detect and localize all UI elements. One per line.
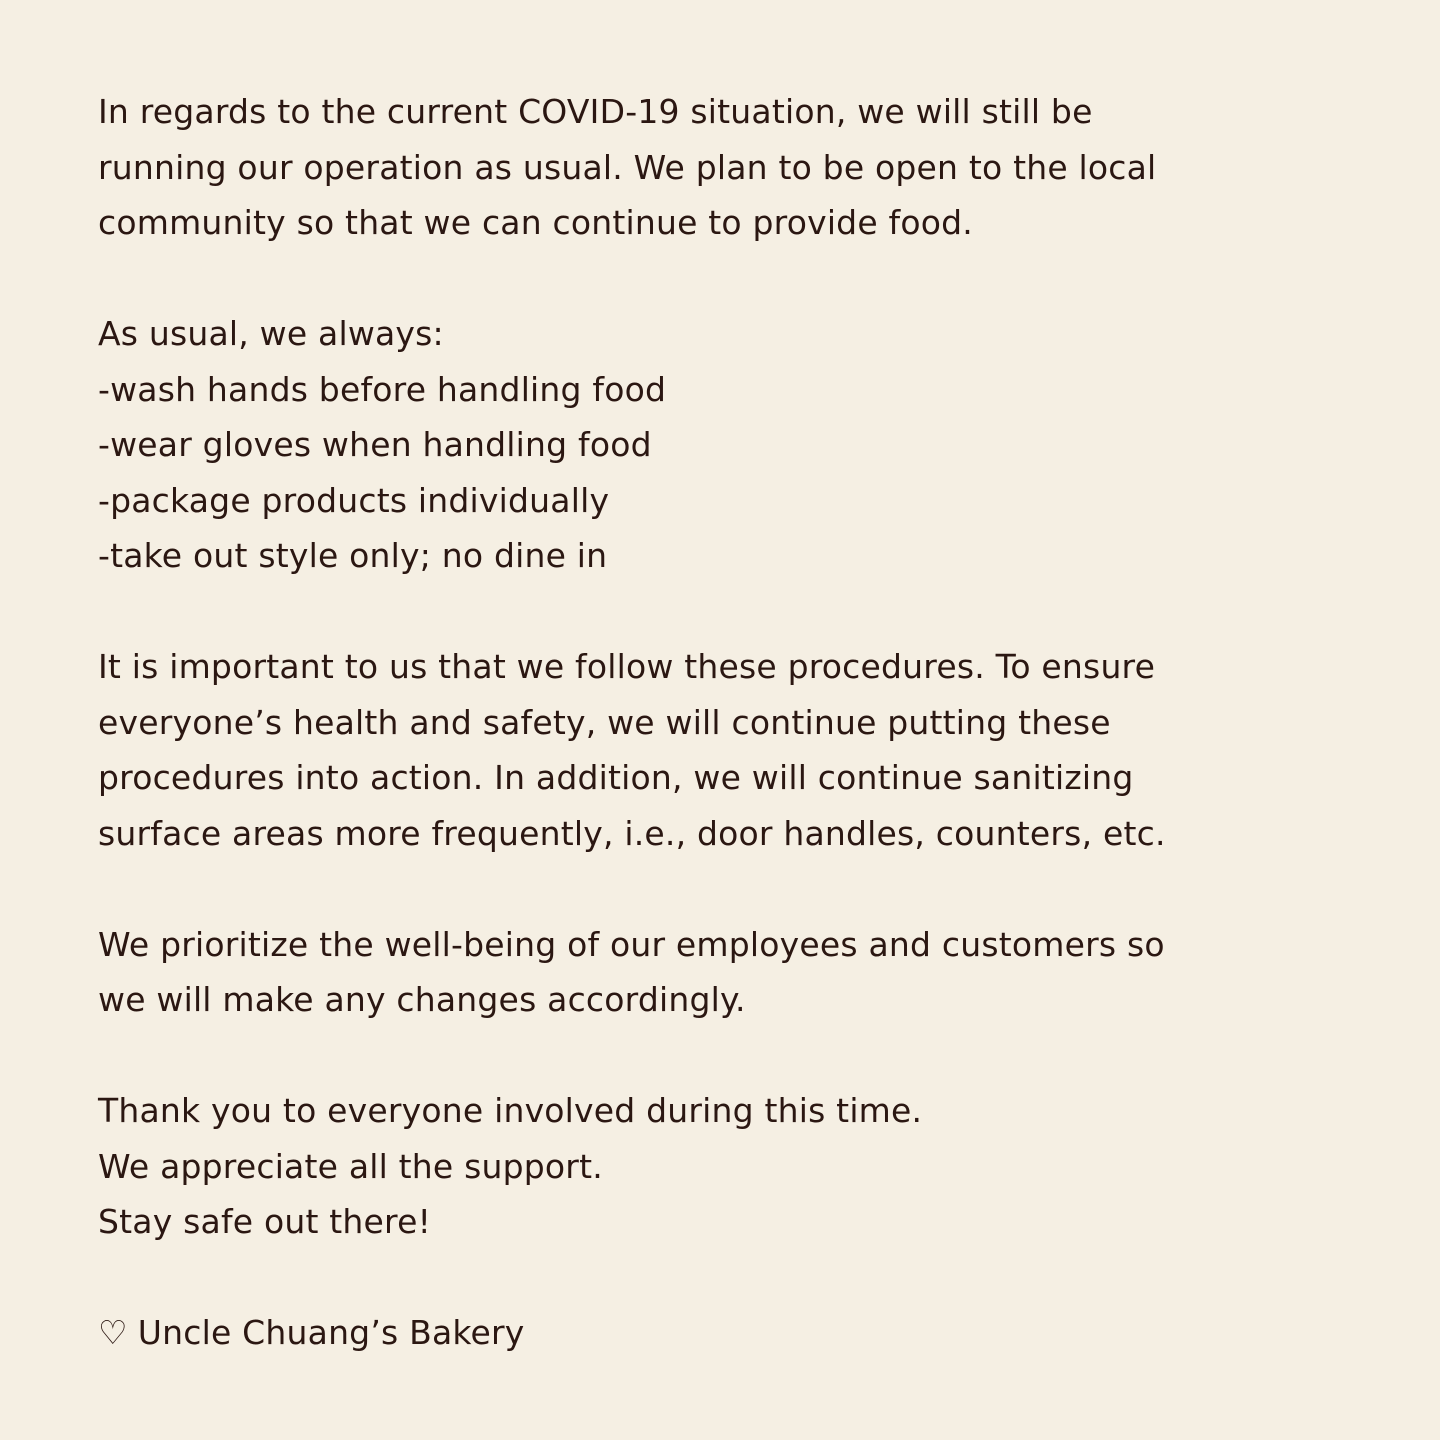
list-item: -package products individually — [98, 480, 610, 520]
signature-name: Uncle Chuang’s Bakery — [137, 1313, 525, 1352]
paragraph-spacer — [98, 584, 1398, 640]
text-line: everyone’s health and safety, we will continue putting these — [98, 702, 1111, 742]
list-item: -wear gloves when handling food — [98, 425, 652, 464]
text-line: we will make any changes accordingly. — [98, 980, 746, 1019]
text-line: Thank you to everyone involved during this time. — [98, 1091, 923, 1130]
paragraph-safety — [98, 639, 1398, 861]
text-line: In regards to the current COVID-19 situation, we will still be — [98, 92, 1093, 131]
paragraph-procedures-list — [98, 306, 1398, 584]
covid-notice — [98, 84, 1398, 1361]
text-line: community so that we can continue to provide food. — [98, 203, 973, 242]
list-item: -wash hands before handling food — [98, 369, 667, 409]
paragraph-spacer — [98, 251, 1398, 307]
text-line: surface areas more frequently, i.e., door handles, counters, etc. — [98, 813, 1166, 853]
text-line: We prioritize the well-being of our employees and customers so — [98, 924, 1165, 964]
text-line: procedures into action. In addition, we will continue sanitizing — [98, 758, 1134, 797]
text-line: Stay safe out there! — [98, 1202, 432, 1241]
list-item: -take out style only; no dine in — [98, 536, 608, 575]
heart-icon: ♡ — [98, 1313, 128, 1352]
list-heading: As usual, we always: — [98, 314, 444, 353]
text-line: running our operation as usual. We plan to be open to the local — [98, 147, 1157, 187]
signature — [98, 1305, 1398, 1361]
paragraph-operations — [98, 84, 1398, 251]
paragraph-thanks — [98, 1083, 1398, 1250]
paragraph-spacer — [98, 1250, 1398, 1306]
paragraph-spacer — [98, 1028, 1398, 1084]
text-line: It is important to us that we follow these procedures. To ensure — [98, 647, 1156, 686]
paragraph-wellbeing — [98, 917, 1398, 1028]
paragraph-spacer — [98, 861, 1398, 917]
text-line: We appreciate all the support. — [98, 1146, 603, 1186]
